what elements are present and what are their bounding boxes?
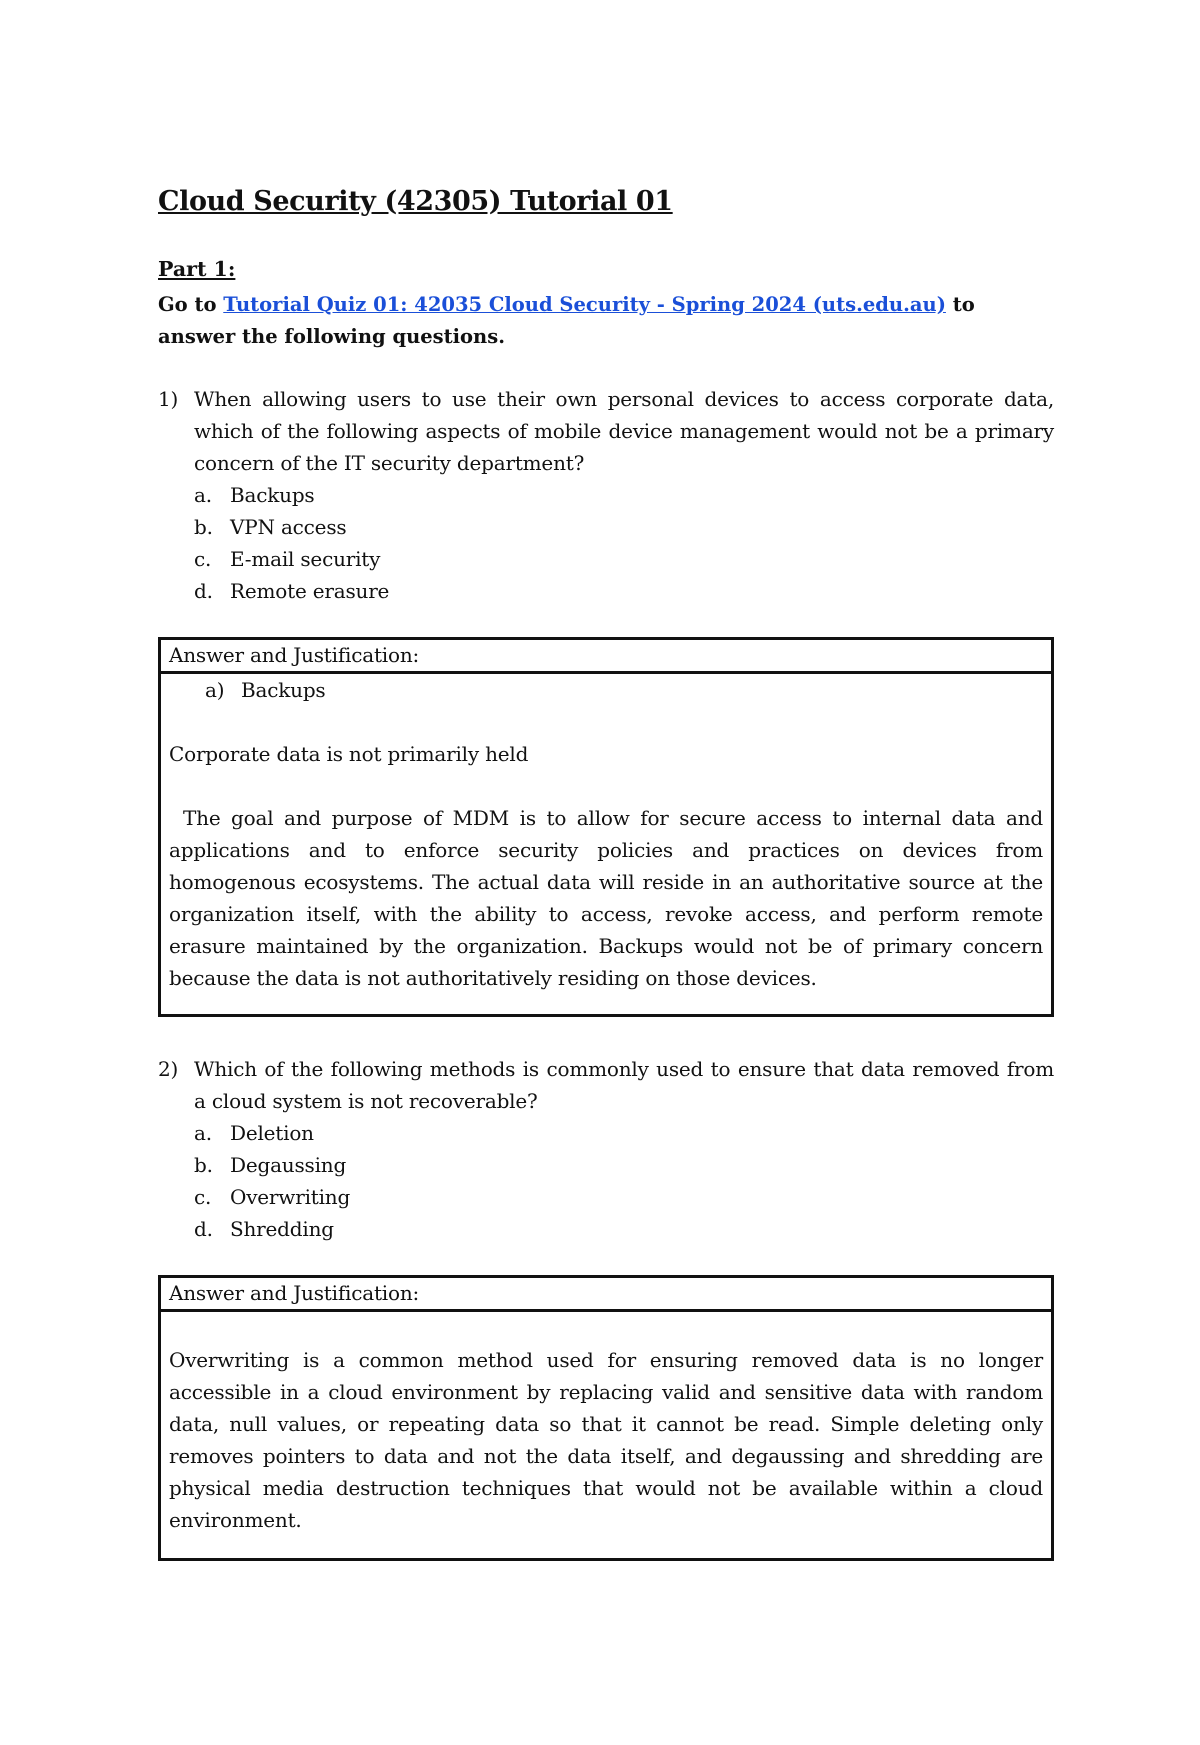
option-item xyxy=(194,543,1054,575)
answer-option-letter: a) xyxy=(205,677,225,702)
answer-label: Answer and Justification: xyxy=(161,640,1051,674)
option-letter: c. xyxy=(194,546,212,571)
answer-option xyxy=(169,674,1043,706)
instruction-suffix: to answer the following questions. xyxy=(158,292,975,348)
option-text: VPN access xyxy=(230,514,347,539)
question-2 xyxy=(158,1053,1054,1245)
answer-box-1 xyxy=(158,637,1054,1017)
option-list xyxy=(194,1117,1054,1245)
option-letter: d. xyxy=(194,578,213,603)
question-1 xyxy=(158,383,1054,607)
option-letter: b. xyxy=(194,514,213,539)
question-text: Which of the following methods is commonly used to ensure that data removed from a cloud system is not recoverable? xyxy=(194,1056,1054,1113)
question-text: When allowing users to use their own personal devices to access corporate data, which of the following aspects of mobile device management would not be a primary concern of the IT security department? xyxy=(194,386,1054,475)
document-title: Cloud Security (42305) Tutorial 01 xyxy=(158,186,673,217)
option-letter: a. xyxy=(194,482,212,507)
option-letter: c. xyxy=(194,1184,212,1209)
option-letter: d. xyxy=(194,1216,213,1241)
option-item xyxy=(194,1181,1054,1213)
option-text: Degaussing xyxy=(230,1152,347,1177)
option-item xyxy=(194,1149,1054,1181)
option-letter: b. xyxy=(194,1152,213,1177)
option-letter: a. xyxy=(194,1120,212,1145)
option-text: Shredding xyxy=(230,1216,334,1241)
answer-body[interactable] xyxy=(161,1312,1051,1558)
option-item xyxy=(194,511,1054,543)
question-number: 1) xyxy=(158,386,179,411)
question-number: 2) xyxy=(158,1056,179,1081)
option-text: Remote erasure xyxy=(230,578,390,603)
part-heading: Part 1: xyxy=(158,257,236,282)
answer-body[interactable] xyxy=(161,674,1051,1014)
option-text: Deletion xyxy=(230,1120,314,1145)
quiz-link[interactable]: Tutorial Quiz 01: 42035 Cloud Security - Spring 2024 (uts.edu.au) xyxy=(223,292,946,316)
instruction-prefix: Go to xyxy=(158,292,224,316)
answer-option-text: Backups xyxy=(241,677,326,702)
answer-note: Corporate data is not primarily held xyxy=(169,741,529,766)
option-text: E-mail security xyxy=(230,546,381,571)
option-list xyxy=(194,479,1054,607)
option-item xyxy=(194,1213,1054,1245)
answer-justification: Overwriting is a common method used for ensuring removed data is no longer accessible in a cloud environment by replacing valid and sensitive data with random data, null values, or repeating data so that it cannot be read. Simple deleting only removes pointers to data and not the data itself, and degaussing and shredding are physical media destruction techniques that would not be available within a cloud environment. xyxy=(169,1347,1043,1532)
option-item xyxy=(194,1117,1054,1149)
answer-justification: The goal and purpose of MDM is to allow for secure access to internal data and applications and to enforce security policies and practices on devices from homogenous ecosystems. The actual data will reside in an authoritative source at the organization itself, with the ability to access, revoke access, and perform remote erasure maintained by the organization. Backups would not be of primary concern because the data is not authoritatively residing on those devices. xyxy=(169,805,1043,990)
option-text: Overwriting xyxy=(230,1184,351,1209)
answer-box-2 xyxy=(158,1275,1054,1561)
instructions xyxy=(158,289,1054,353)
answer-label: Answer and Justification: xyxy=(161,1278,1051,1312)
option-item xyxy=(194,575,1054,607)
option-text: Backups xyxy=(230,482,315,507)
option-item xyxy=(194,479,1054,511)
document-page xyxy=(158,184,1054,1561)
